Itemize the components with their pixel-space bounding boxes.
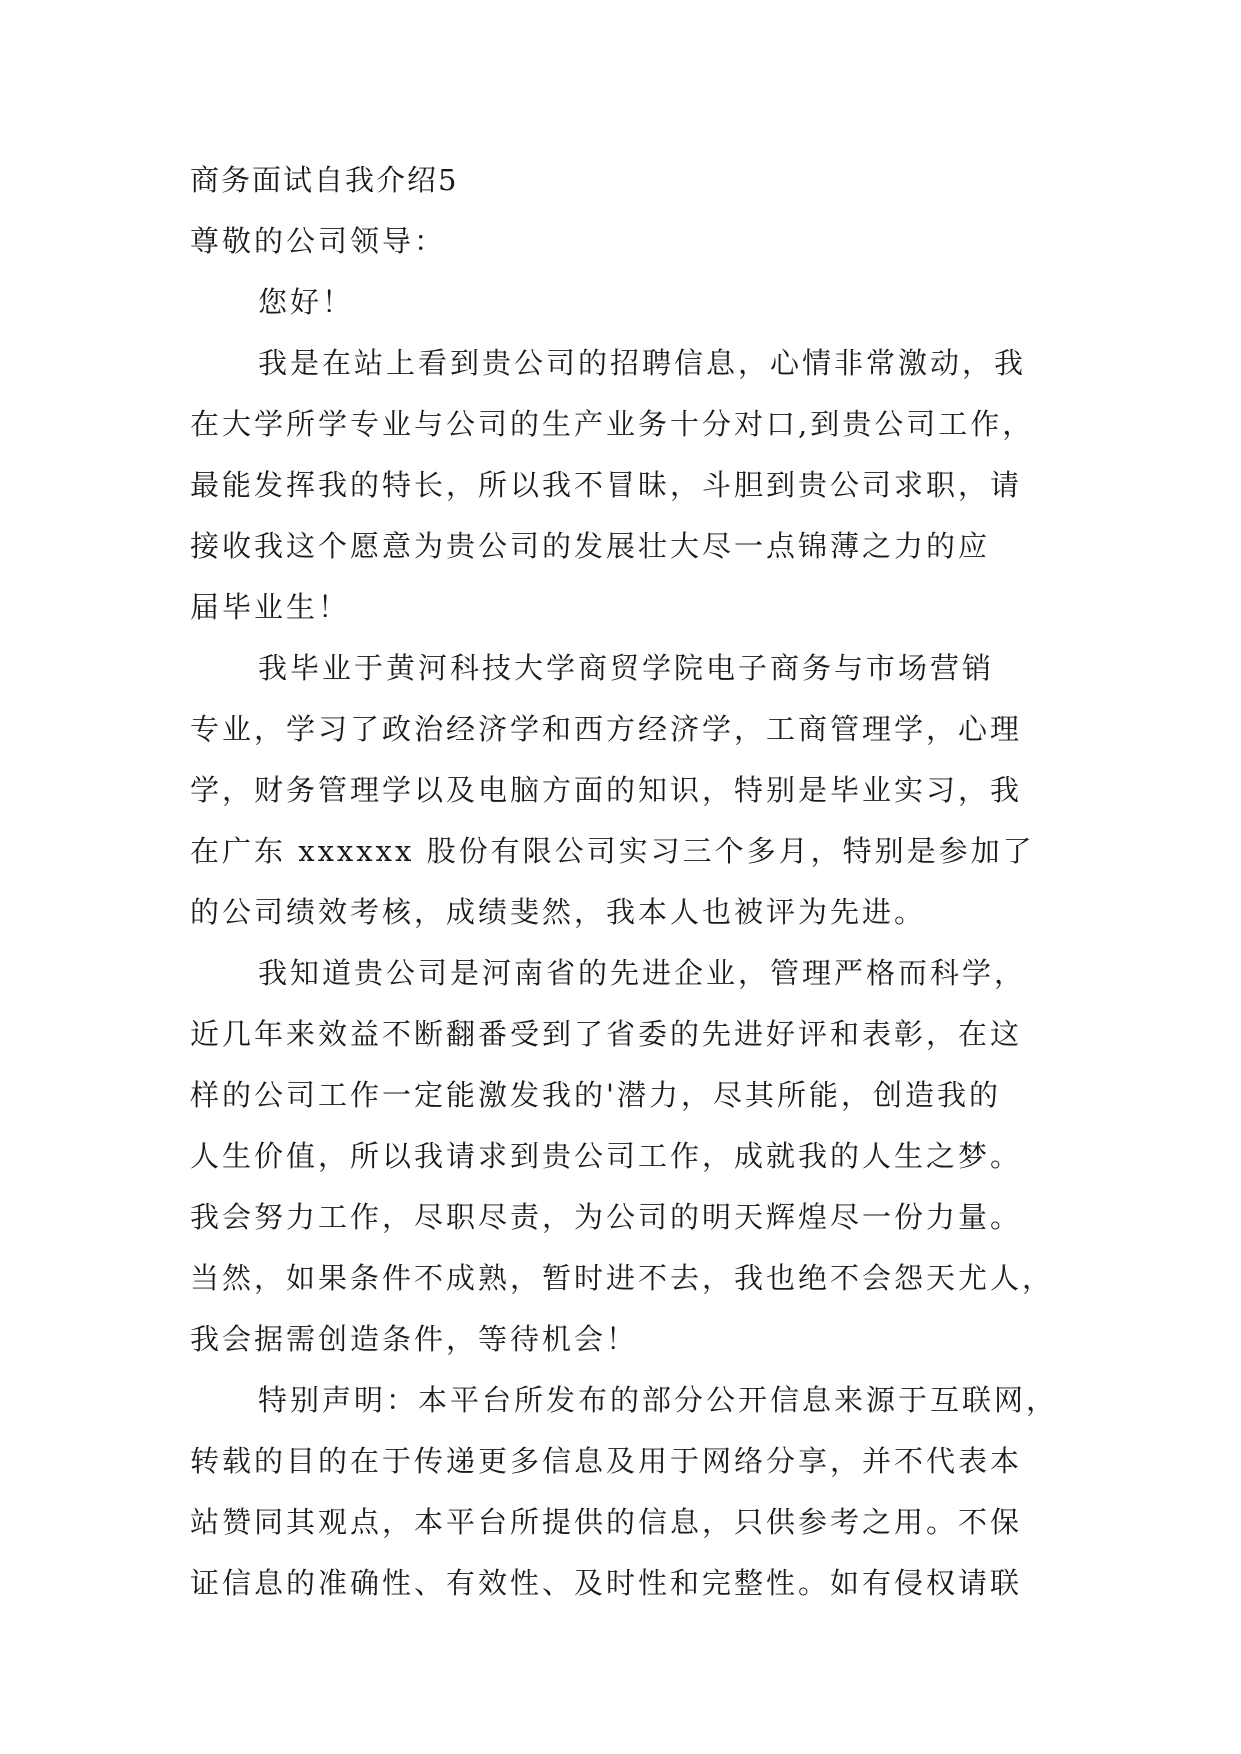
paragraph-line: 样的公司工作一定能激发我的'潜力，尽其所能，创造我的	[190, 1078, 1001, 1112]
paragraph-line: 我是在站上看到贵公司的招聘信息，心情非常激动，我	[258, 346, 1027, 380]
paragraph-line: 我会努力工作，尽职尽责，为公司的明天辉煌尽一份力量。	[190, 1200, 1023, 1234]
paragraph-line: 特别声明：本平台所发布的部分公开信息来源于互联网，	[258, 1383, 1059, 1417]
paragraph-line: 最能发挥我的特长，所以我不冒昧，斗胆到贵公司求职，请	[190, 468, 1023, 502]
paragraph-line: 在广东 xxxxxx 股份有限公司实习三个多月，特别是参加了	[190, 834, 1035, 868]
paragraph-line: 当然，如果条件不成熟，暂时进不去，我也绝不会怨天尤人，	[190, 1261, 1055, 1295]
paragraph-2	[190, 638, 1060, 943]
paragraph-1	[190, 333, 1060, 638]
paragraph-line: 人生价值，所以我请求到贵公司工作，成就我的人生之梦。	[190, 1139, 1023, 1173]
paragraph-line: 近几年来效益不断翻番受到了省委的先进好评和表彰，在这	[190, 1017, 1023, 1051]
paragraph-line: 转载的目的在于传递更多信息及用于网络分享，并不代表本	[190, 1444, 1023, 1478]
paragraph-3	[190, 943, 1060, 1370]
paragraph-line: 在大学所学专业与公司的生产业务十分对口,到贵公司工作，	[190, 407, 1035, 441]
paragraph-line: 站赞同其观点，本平台所提供的信息，只供参考之用。不保	[190, 1505, 1023, 1539]
paragraph-line: 接收我这个愿意为贵公司的发展壮大尽一点锦薄之力的应	[190, 529, 991, 563]
disclaimer-paragraph	[190, 1370, 1060, 1614]
paragraph-line: 证信息的准确性、有效性、及时性和完整性。如有侵权请联	[190, 1566, 1023, 1600]
paragraph-line: 我知道贵公司是河南省的先进企业，管理严格而科学，	[258, 956, 1027, 990]
document-body	[190, 150, 1060, 1614]
paragraph-line: 届毕业生！	[190, 590, 351, 624]
paragraph-line: 我会据需创造条件，等待机会！	[190, 1322, 639, 1356]
paragraph-line: 学，财务管理学以及电脑方面的知识，特别是毕业实习，我	[190, 773, 1023, 807]
paragraph-line: 我毕业于黄河科技大学商贸学院电子商务与市场营销	[258, 651, 995, 685]
paragraph-line: 专业，学习了政治经济学和西方经济学，工商管理学，心理	[190, 712, 1023, 746]
paragraph-line: 的公司绩效考核，成绩斐然，我本人也被评为先进。	[190, 895, 927, 929]
document-title: 商务面试自我介绍5	[190, 163, 459, 197]
salutation: 尊敬的公司领导：	[190, 224, 447, 258]
greeting: 您好！	[258, 285, 355, 319]
